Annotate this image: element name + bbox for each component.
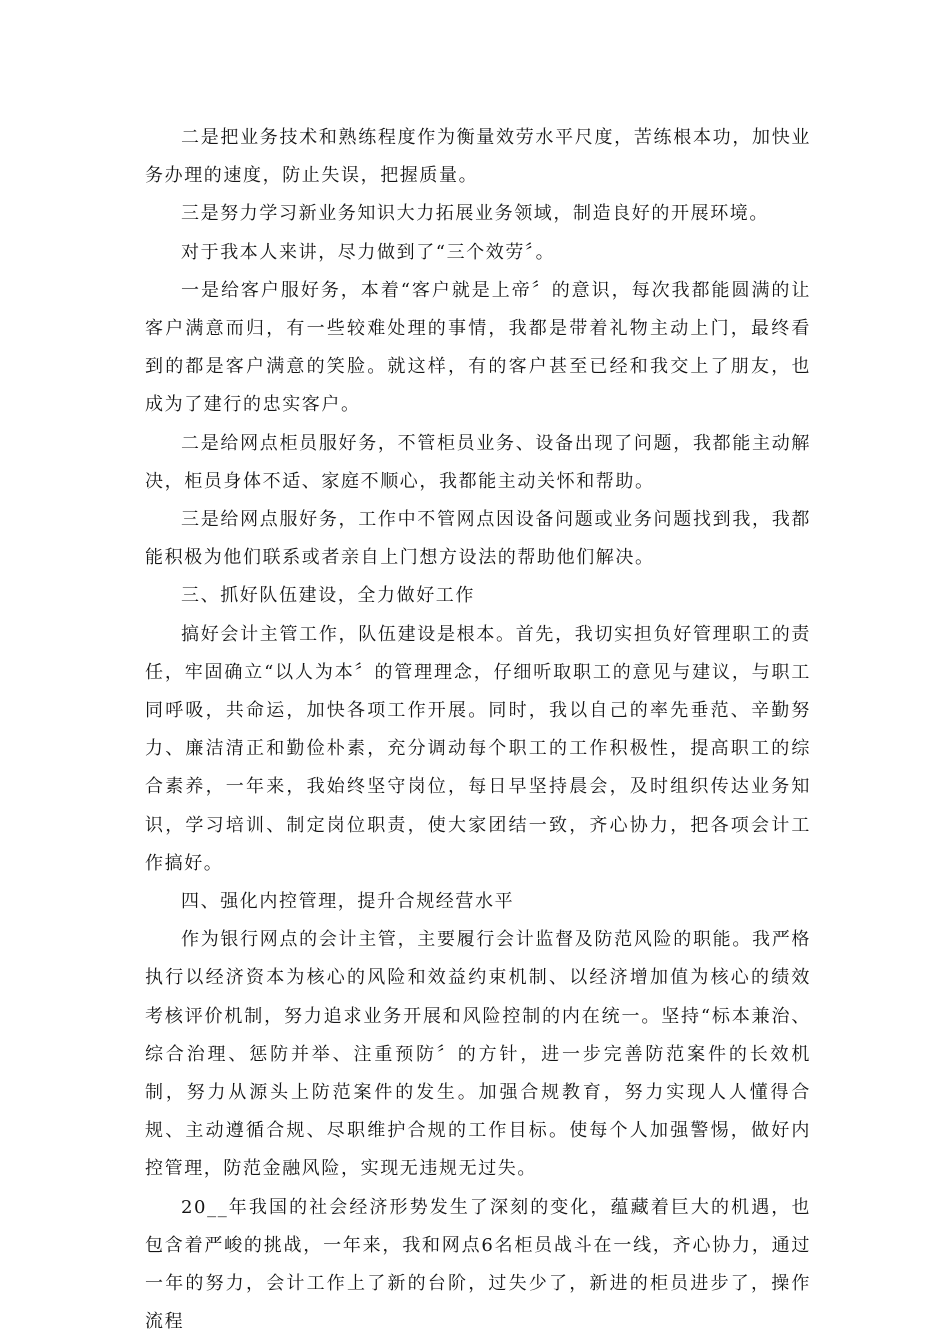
paragraph-three-services-intro: 对于我本人来讲，尽力做到了“三个效劳〞。: [181, 241, 556, 263]
paragraph-serve-tellers: 二是给网点柜员服好务，不管柜员业务、设备出现了问题，我都能主动解决，柜员身体不适、家庭不顺心，我都能主动关怀和帮助。: [145, 432, 811, 492]
paragraph-new-business: 三是努力学习新业务知识大力拓展业务领域，制造良好的开展环境。: [181, 203, 769, 225]
paragraph-internal-control: 作为银行网点的会计主管，主要履行会计监督及防范风险的职能。我严格执行以经济资本为核心的风险和效益约束机制、以经济增加值为核心的绩效考核评价机制，努力追求业务开展和风险控制的内在统一。坚持“标本兼治、综合治理、惩防并举、注重预防〞的方针，进一步完善防范案件的长效机制，努力从源头上防范案件的发生。加强合规教育，努力实现人人懂得合规、主动遵循合规、尽职维护合规的工作目标。使每个人加强警惕，做好内控管理，防范金融风险，实现无违规无过失。: [145, 929, 811, 1180]
paragraph-year-summary: 20__年我国的社会经济形势发生了深刻的变化，蕴藏着巨大的机遇，也包含着严峻的挑战，一年来，我和网点6名柜员战斗在一线，齐心协力，通过一年的努力，会计工作上了新的台阶，过失少了，新进的柜员进步了，操作流程: [145, 1196, 811, 1333]
section-heading-internal-control: 四、强化内控管理，提升合规经营水平: [181, 891, 515, 913]
section-heading-team-building: 三、抓好队伍建设，全力做好工作: [181, 585, 475, 607]
paragraph-skill-quality: 二是把业务技术和熟练程度作为衡量效劳水平尺度，苦练根本功，加快业务办理的速度，防止失误，把握质量。: [145, 127, 811, 187]
paragraph-serve-branches: 三是给网点服好务，工作中不管网点因设备问题或业务问题找到我，我都能积极为他们联系或者亲自上门想方设法的帮助他们解决。: [145, 509, 811, 569]
paragraph-serve-customers: 一是给客户服好务，本着“客户就是上帝〞的意识，每次我都能圆满的让客户满意而归，有一些较难处理的事情，我都是带着礼物主动上门，最终看到的都是客户满意的笑脸。就这样，有的客户甚至已经和我交上了朋友，也成为了建行的忠实客户。: [145, 279, 811, 416]
document-page: [145, 119, 811, 1342]
paragraph-team-building: 搞好会计主管工作，队伍建设是根本。首先，我切实担负好管理职工的责任，牢固确立“以人为本〞的管理理念，仔细听取职工的意见与建议，与职工同呼吸，共命运，加快各项工作开展。同时，我以自己的率先垂范、辛勤努力、廉洁清正和勤俭朴素，充分调动每个职工的工作积极性，提高职工的综合素养，一年来，我始终坚守岗位，每日早坚持晨会，及时组织传达业务知识，学习培训、制定岗位职责，使大家团结一致，齐心协力，把各项会计工作搞好。: [145, 623, 811, 874]
